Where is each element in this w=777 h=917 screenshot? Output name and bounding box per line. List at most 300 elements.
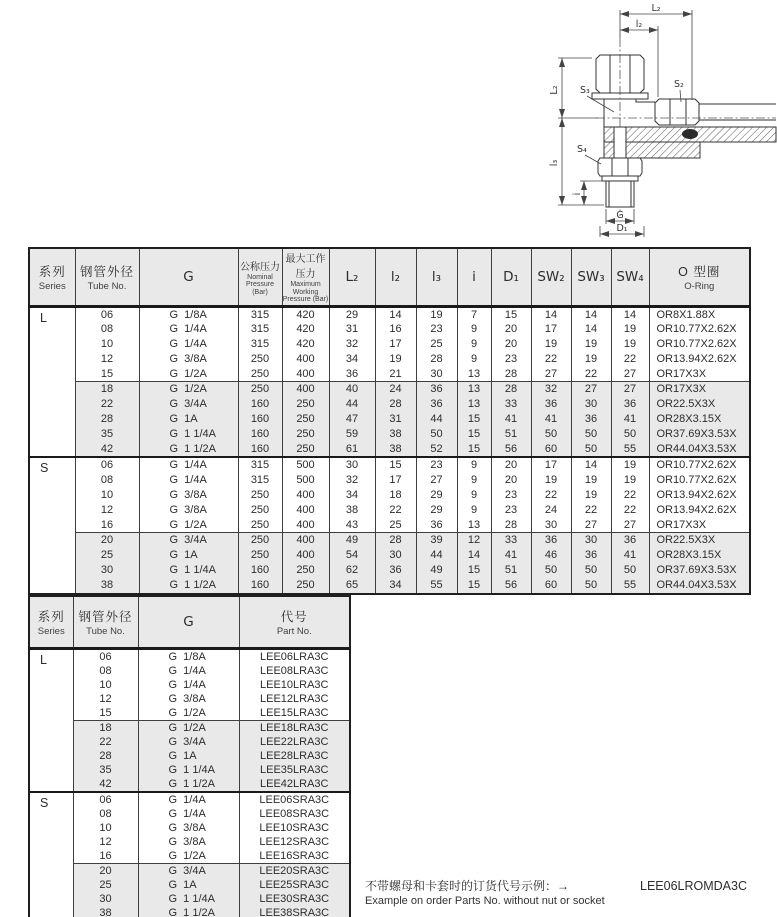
- dim-SW3: 22: [571, 367, 611, 382]
- part-no: LEE28LRA3C: [239, 749, 350, 763]
- part-no: LEE38SRA3C: [239, 906, 350, 917]
- dim-L2: 38: [329, 503, 375, 518]
- nominal-pressure: 250: [238, 518, 282, 533]
- tube-no: 12: [75, 352, 139, 367]
- max-working-pressure: 500: [282, 457, 329, 473]
- dim-SW4: 27: [611, 367, 649, 382]
- part-no: LEE10LRA3C: [239, 678, 350, 692]
- header-primary-label: l₃: [431, 268, 442, 285]
- part-no: LEE08LRA3C: [239, 664, 350, 678]
- thread-size: G 1/4A: [139, 322, 238, 337]
- dim-l3: 29: [416, 503, 457, 518]
- table-row: [29, 849, 350, 864]
- tube-no: 10: [73, 678, 138, 692]
- dim-SW3: 14: [571, 306, 611, 322]
- dim-L2: 61: [329, 442, 375, 458]
- nominal-pressure: 250: [238, 367, 282, 382]
- dim-SW3: 36: [571, 548, 611, 563]
- dim-l3: 23: [416, 322, 457, 337]
- dim-D1: 20: [491, 337, 531, 352]
- dim-l3: 44: [416, 548, 457, 563]
- dim-l3: 36: [416, 397, 457, 412]
- callout-label-S3: S₃: [580, 85, 590, 96]
- tube-no: 22: [73, 735, 138, 749]
- col-header-dim-l2: [375, 248, 416, 306]
- dim-l2: 24: [375, 382, 416, 397]
- part-no: LEE08SRA3C: [239, 807, 350, 821]
- table-row: [29, 427, 750, 442]
- dim-SW2: 19: [531, 337, 571, 352]
- col-header-dim-L2: [329, 248, 375, 306]
- dim-i: 9: [457, 503, 491, 518]
- table-row: [29, 835, 350, 849]
- max-working-pressure: 420: [282, 306, 329, 322]
- dim-D1: 28: [491, 518, 531, 533]
- tube-no: 10: [75, 488, 139, 503]
- dim-SW3: 50: [571, 442, 611, 458]
- col-header-thread-g: [139, 248, 238, 306]
- thread-size: G 3/8A: [139, 488, 238, 503]
- tube-no: 28: [75, 412, 139, 427]
- dim-L2: 62: [329, 563, 375, 578]
- thread-size: G 3/8A: [139, 503, 238, 518]
- dim-SW4: 19: [611, 337, 649, 352]
- col-header-dim-l3: [416, 248, 457, 306]
- table-row: [29, 749, 350, 763]
- dimension-spec-table: [28, 247, 751, 595]
- dim-i: 15: [457, 412, 491, 427]
- part-number-table: [28, 595, 351, 917]
- o-ring: OR28X3.15X: [649, 548, 750, 563]
- dim-SW2: 36: [531, 533, 571, 548]
- dim-SW2: 22: [531, 352, 571, 367]
- part-no: LEE22LRA3C: [239, 735, 350, 749]
- dim-SW2: 17: [531, 457, 571, 473]
- tube-no: 16: [73, 849, 138, 864]
- table-row: [29, 442, 750, 458]
- max-working-pressure: 250: [282, 563, 329, 578]
- dim-l2: 28: [375, 533, 416, 548]
- dim-l2: 15: [375, 457, 416, 473]
- dim-l3: 49: [416, 563, 457, 578]
- thread-size: G 1 1/4A: [138, 763, 239, 777]
- max-working-pressure: 250: [282, 427, 329, 442]
- series-label: L: [29, 306, 75, 457]
- header-primary-label: 系列: [37, 610, 65, 624]
- thread-size: G 1 1/4A: [138, 892, 239, 906]
- max-working-pressure: 250: [282, 578, 329, 594]
- col-header-dim-SW4: [611, 248, 649, 306]
- dim-D1: 28: [491, 382, 531, 397]
- dim-SW4: 22: [611, 352, 649, 367]
- tube-no: 20: [75, 533, 139, 548]
- max-working-pressure: 420: [282, 337, 329, 352]
- dim-i: 13: [457, 367, 491, 382]
- table-row: [29, 906, 350, 917]
- dim-SW2: 46: [531, 548, 571, 563]
- dim-D1: 56: [491, 578, 531, 594]
- dim-D1: 28: [491, 367, 531, 382]
- dim-l3: 23: [416, 457, 457, 473]
- table-row: [29, 649, 350, 665]
- o-ring: OR13.94X2.62X: [649, 352, 750, 367]
- part-no: LEE16SRA3C: [239, 849, 350, 864]
- o-ring: OR17X3X: [649, 382, 750, 397]
- o-ring: OR28X3.15X: [649, 412, 750, 427]
- tube-no: 42: [73, 777, 138, 792]
- dim-SW4: 27: [611, 382, 649, 397]
- table-row: [29, 578, 750, 594]
- dim-l2: 19: [375, 352, 416, 367]
- tube-no: 38: [75, 578, 139, 594]
- dim-SW4: 36: [611, 533, 649, 548]
- tube-no: 15: [73, 706, 138, 721]
- dim-i: 15: [457, 563, 491, 578]
- dim-label-l2-top: l₂: [635, 19, 643, 30]
- dim-SW3: 36: [571, 412, 611, 427]
- dim-i: 7: [457, 306, 491, 322]
- header-primary-label: SW₂: [537, 268, 565, 285]
- table-row: [29, 337, 750, 352]
- col-header-thread-g: [138, 596, 239, 649]
- tube-no: 28: [73, 749, 138, 763]
- part-no: LEE30SRA3C: [239, 892, 350, 906]
- callout-label-S4: S₄: [577, 144, 587, 155]
- dim-SW3: 19: [571, 337, 611, 352]
- max-working-pressure: 400: [282, 367, 329, 382]
- table-row: [29, 892, 350, 906]
- tube-no: 08: [75, 473, 139, 488]
- table-row: [29, 763, 350, 777]
- dim-i: 13: [457, 518, 491, 533]
- dim-i: 14: [457, 548, 491, 563]
- dim-D1: 23: [491, 352, 531, 367]
- thread-size: G 3/8A: [138, 835, 239, 849]
- header-secondary-label: Nominal Pressure (Bar): [245, 273, 274, 296]
- header-primary-label: D₁: [503, 268, 519, 285]
- thread-size: G 1/4A: [139, 337, 238, 352]
- dim-SW3: 14: [571, 322, 611, 337]
- dim-L2: 44: [329, 397, 375, 412]
- o-ring: OR13.94X2.62X: [649, 503, 750, 518]
- nominal-pressure: 315: [238, 337, 282, 352]
- thread-size: G 1/8A: [138, 649, 239, 665]
- dim-SW2: 14: [531, 306, 571, 322]
- table-row: [29, 533, 750, 548]
- table-row: [29, 706, 350, 721]
- dim-SW2: 24: [531, 503, 571, 518]
- max-working-pressure: 400: [282, 518, 329, 533]
- tube-no: 08: [73, 664, 138, 678]
- col-header-series: [29, 596, 73, 649]
- header-primary-label: SW₄: [616, 268, 644, 285]
- col-header-tube-no: [75, 248, 139, 306]
- nominal-pressure: 315: [238, 473, 282, 488]
- dim-label-i: i: [572, 192, 583, 196]
- thread-size: G 1/4A: [138, 678, 239, 692]
- part-no: LEE42LRA3C: [239, 777, 350, 792]
- thread-size: G 1 1/2A: [139, 578, 238, 594]
- thread-size: G 1 1/4A: [139, 427, 238, 442]
- table-row: [29, 777, 350, 792]
- dim-SW4: 55: [611, 578, 649, 594]
- dim-D1: 20: [491, 457, 531, 473]
- table-row: [29, 367, 750, 382]
- dim-SW4: 41: [611, 548, 649, 563]
- tube-no: 35: [75, 427, 139, 442]
- dim-l2: 38: [375, 427, 416, 442]
- part-no: LEE35LRA3C: [239, 763, 350, 777]
- dim-L2: 29: [329, 306, 375, 322]
- table-row: [29, 878, 350, 892]
- dim-L2: 47: [329, 412, 375, 427]
- thread-size: G 1/8A: [139, 306, 238, 322]
- dim-l3: 28: [416, 352, 457, 367]
- col-header-dim-D1: [491, 248, 531, 306]
- nominal-pressure: 250: [238, 533, 282, 548]
- dim-L2: 32: [329, 473, 375, 488]
- table-row: [29, 563, 750, 578]
- header-primary-label: 钢管外径: [78, 610, 133, 624]
- tube-no: 06: [73, 649, 138, 665]
- col-header-tube-no: [73, 596, 138, 649]
- dim-l3: 44: [416, 412, 457, 427]
- header-primary-label: O 型圈: [678, 264, 721, 279]
- side-nut: [655, 99, 776, 125]
- max-working-pressure: 400: [282, 488, 329, 503]
- tube-no: 18: [73, 721, 138, 736]
- dim-L2: 31: [329, 322, 375, 337]
- dim-l2: 25: [375, 518, 416, 533]
- dim-l2: 22: [375, 503, 416, 518]
- col-header-nominal-pressure: [238, 248, 282, 306]
- dim-D1: 41: [491, 548, 531, 563]
- dim-L2: 43: [329, 518, 375, 533]
- header-secondary-label: Series: [38, 280, 66, 292]
- nominal-pressure: 315: [238, 306, 282, 322]
- dim-i: 15: [457, 578, 491, 594]
- thread-size: G 1/4A: [138, 664, 239, 678]
- series-label: S: [29, 792, 73, 917]
- dim-L2: 34: [329, 488, 375, 503]
- dim-SW4: 19: [611, 473, 649, 488]
- dim-l3: 52: [416, 442, 457, 458]
- thread-size: G 3/4A: [139, 533, 238, 548]
- max-working-pressure: 400: [282, 548, 329, 563]
- dim-SW2: 41: [531, 412, 571, 427]
- header-secondary-label: O-Ring: [684, 280, 715, 292]
- max-working-pressure: 400: [282, 352, 329, 367]
- header-primary-label: G: [183, 614, 194, 630]
- table-row: [29, 503, 750, 518]
- dim-L2: 65: [329, 578, 375, 594]
- header-secondary-label: Tube No.: [87, 280, 127, 292]
- tube-no: 38: [73, 906, 138, 917]
- nominal-pressure: 250: [238, 488, 282, 503]
- dim-SW2: 50: [531, 563, 571, 578]
- o-ring: OR10.77X2.62X: [649, 322, 750, 337]
- table-row: [29, 678, 350, 692]
- max-working-pressure: 400: [282, 533, 329, 548]
- dim-L2: 54: [329, 548, 375, 563]
- header-primary-label: l₂: [390, 268, 401, 285]
- dim-SW3: 19: [571, 488, 611, 503]
- tube-no: 12: [75, 503, 139, 518]
- tube-no: 10: [75, 337, 139, 352]
- thread-size: G 1 1/4A: [139, 563, 238, 578]
- dim-i: 9: [457, 473, 491, 488]
- col-header-o-ring: [649, 248, 750, 306]
- dim-SW2: 60: [531, 578, 571, 594]
- table-row: [29, 382, 750, 397]
- tube-no: 16: [75, 518, 139, 533]
- dim-label-l3-left: l₃: [549, 159, 560, 167]
- header-primary-label: i: [472, 268, 476, 285]
- dim-SW4: 19: [611, 322, 649, 337]
- dim-SW3: 50: [571, 427, 611, 442]
- table-row: [29, 412, 750, 427]
- part-no: LEE10SRA3C: [239, 821, 350, 835]
- thread-size: G 1/4A: [139, 457, 238, 473]
- tube-no: 35: [73, 763, 138, 777]
- thread-size: G 1A: [139, 412, 238, 427]
- tube-no: 20: [73, 864, 138, 879]
- header-primary-label: 最大工作压力: [285, 254, 326, 280]
- dim-D1: 33: [491, 397, 531, 412]
- header-row: [29, 248, 750, 306]
- thread-size: G 3/8A: [138, 821, 239, 835]
- col-header-dim-i: [457, 248, 491, 306]
- dim-L2: 30: [329, 457, 375, 473]
- dim-SW2: 36: [531, 397, 571, 412]
- dim-l2: 30: [375, 548, 416, 563]
- dim-SW4: 14: [611, 306, 649, 322]
- header-primary-label: L₂: [345, 268, 359, 285]
- technical-drawing: [540, 0, 777, 240]
- dim-SW3: 27: [571, 518, 611, 533]
- dim-SW3: 22: [571, 503, 611, 518]
- tube-no: 12: [73, 835, 138, 849]
- table-row: [29, 322, 750, 337]
- dim-D1: 41: [491, 412, 531, 427]
- tube-no: 25: [75, 548, 139, 563]
- tube-no: 30: [75, 563, 139, 578]
- col-header-dim-SW3: [571, 248, 611, 306]
- dim-l2: 16: [375, 322, 416, 337]
- dim-i: 9: [457, 337, 491, 352]
- table-row: [29, 548, 750, 563]
- series-label: L: [29, 649, 73, 793]
- nominal-pressure: 315: [238, 457, 282, 473]
- dim-label-D1: D₁: [616, 223, 628, 234]
- col-header-series: [29, 248, 75, 306]
- max-working-pressure: 400: [282, 382, 329, 397]
- footer-note-zh: 不带螺母和卡套时的订货代号示例：→: [365, 879, 570, 893]
- header-secondary-label: Tube No.: [86, 626, 125, 637]
- table-row: [29, 792, 350, 807]
- part-no: LEE12LRA3C: [239, 692, 350, 706]
- col-header-max-working-pressure: [282, 248, 329, 306]
- o-ring: OR37.69X3.53X: [649, 563, 750, 578]
- dim-SW4: 50: [611, 563, 649, 578]
- thread-size: G 3/4A: [139, 397, 238, 412]
- dim-l3: 25: [416, 337, 457, 352]
- col-header-part-no: [239, 596, 350, 649]
- dim-L2: 59: [329, 427, 375, 442]
- dim-l3: 55: [416, 578, 457, 594]
- dim-L2: 36: [329, 367, 375, 382]
- dim-SW4: 27: [611, 518, 649, 533]
- dim-SW3: 50: [571, 563, 611, 578]
- header-primary-label: 公称压力: [240, 261, 280, 273]
- dim-SW4: 22: [611, 488, 649, 503]
- dim-i: 12: [457, 533, 491, 548]
- table-row: [29, 352, 750, 367]
- dim-L2: 32: [329, 337, 375, 352]
- o-ring: OR10.77X2.62X: [649, 473, 750, 488]
- part-no: LEE20SRA3C: [239, 864, 350, 879]
- dim-l2: 38: [375, 442, 416, 458]
- thread-size: G 1 1/2A: [139, 442, 238, 458]
- o-ring: OR17X3X: [649, 518, 750, 533]
- dim-L2: 40: [329, 382, 375, 397]
- tube-no: 15: [75, 367, 139, 382]
- tube-no: 06: [73, 792, 138, 807]
- table-row: [29, 518, 750, 533]
- thread-size: G 3/4A: [138, 864, 239, 879]
- dim-l3: 29: [416, 488, 457, 503]
- dim-SW2: 30: [531, 518, 571, 533]
- table-row: [29, 473, 750, 488]
- tube-no: 10: [73, 821, 138, 835]
- header-row: [29, 596, 350, 649]
- thread-size: G 1A: [138, 878, 239, 892]
- part-no: LEE12SRA3C: [239, 835, 350, 849]
- callout-label-S2: S₂: [674, 79, 684, 90]
- dim-l3: 50: [416, 427, 457, 442]
- nominal-pressure: 250: [238, 352, 282, 367]
- dim-D1: 51: [491, 427, 531, 442]
- tube-no: 18: [75, 382, 139, 397]
- footer-example-part-no: LEE06LROMDA3C: [640, 879, 747, 893]
- header-secondary-label: Part No.: [276, 626, 312, 637]
- dim-l3: 39: [416, 533, 457, 548]
- dim-SW4: 50: [611, 427, 649, 442]
- thread-size: G 1/2A: [138, 849, 239, 864]
- max-working-pressure: 500: [282, 473, 329, 488]
- dim-SW4: 22: [611, 503, 649, 518]
- thread-size: G 1A: [138, 749, 239, 763]
- header-primary-label: G: [183, 268, 194, 285]
- nominal-pressure: 160: [238, 427, 282, 442]
- part-no: LEE25SRA3C: [239, 878, 350, 892]
- dim-SW4: 19: [611, 457, 649, 473]
- dim-SW3: 50: [571, 578, 611, 594]
- thread-size: G 1/4A: [139, 473, 238, 488]
- dim-l2: 17: [375, 473, 416, 488]
- max-working-pressure: 250: [282, 397, 329, 412]
- nominal-pressure: 250: [238, 503, 282, 518]
- tube-no: 42: [75, 442, 139, 458]
- dim-D1: 15: [491, 306, 531, 322]
- table-row: [29, 721, 350, 736]
- o-ring: OR10.77X2.62X: [649, 337, 750, 352]
- dim-i: 13: [457, 397, 491, 412]
- dim-SW3: 19: [571, 352, 611, 367]
- tube-no: 06: [75, 457, 139, 473]
- dim-SW4: 36: [611, 397, 649, 412]
- fitting-body: [604, 99, 655, 127]
